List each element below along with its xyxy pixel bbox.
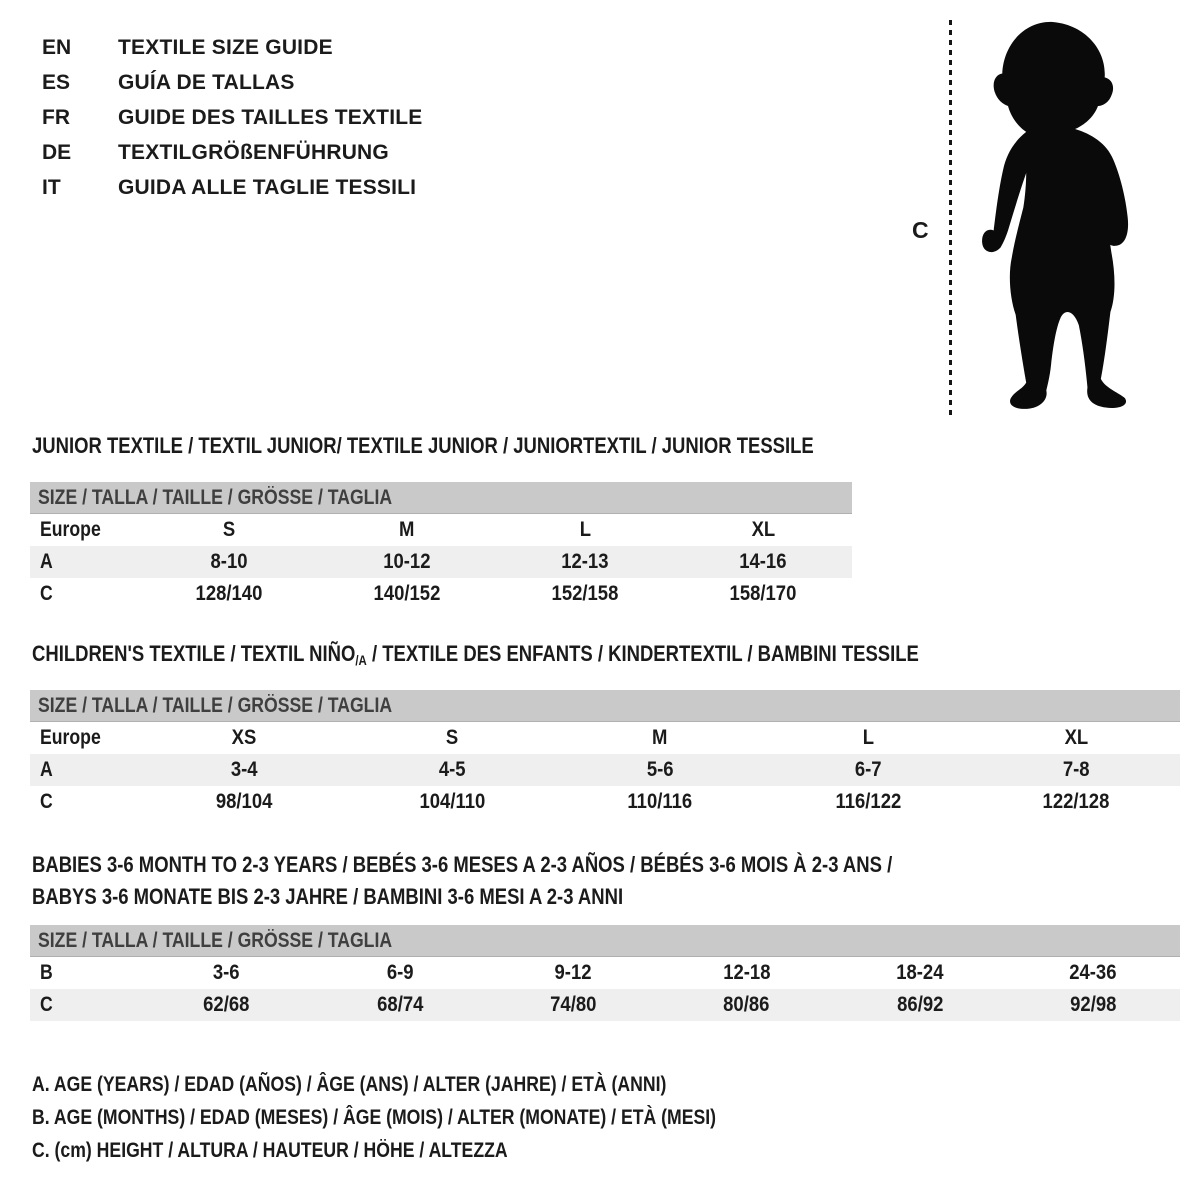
junior-col-s: S [222, 518, 236, 541]
junior-row-c-label: C [40, 582, 53, 605]
height-measure-label: C [912, 217, 929, 243]
children-size-header-label: SIZE / TALLA / TAILLE / GRÖSSE / TAGLIA [38, 693, 393, 717]
height-measure-dashed-line [949, 20, 952, 416]
children-row-a-value: 6-7 [854, 758, 882, 781]
children-row-c-label: C [40, 790, 53, 813]
babies-row-c-value: 80/86 [723, 993, 770, 1016]
language-code-de: DE [42, 140, 72, 164]
babies-row-b-value: 18-24 [896, 961, 944, 984]
language-code-es: ES [42, 70, 71, 94]
children-col-s: S [445, 726, 459, 749]
children-row-a-value: 3-4 [230, 758, 258, 781]
language-row-it [42, 170, 422, 205]
nino-a-subscript: /A [355, 652, 367, 668]
children-col-xl: XL [1064, 726, 1088, 749]
junior-size-header-label: SIZE / TALLA / TAILLE / GRÖSSE / TAGLIA [38, 485, 393, 509]
junior-row-c-value: 140/152 [373, 582, 441, 605]
guide-title-es: GUÍA DE TALLAS [118, 70, 295, 94]
junior-row-a-label: A [40, 550, 53, 573]
children-row-c [30, 786, 1180, 818]
junior-size-header-bar [30, 482, 852, 514]
guide-title-en: TEXTILE SIZE GUIDE [118, 35, 333, 59]
children-row-a [30, 754, 1180, 786]
babies-row-b-label: B [40, 961, 53, 984]
section-title-babies [32, 849, 1056, 913]
section-title-babies-line1: BABIES 3-6 MONTH TO 2-3 YEARS / BEBÉS 3-6 MESES A 2-3 AÑOS / BÉBÉS 3-6 MOIS À 2-3 ANS / [32, 852, 893, 877]
junior-size-table [30, 482, 852, 610]
children-row-a-value: 7-8 [1062, 758, 1090, 781]
babies-row-b-value: 12-18 [723, 961, 771, 984]
junior-row-a-value: 12-13 [561, 550, 609, 573]
children-col-xs: XS [231, 726, 257, 749]
section-title-junior-text: JUNIOR TEXTILE / TEXTIL JUNIOR/ TEXTILE JUNIOR / JUNIORTEXTIL / JUNIOR TESSILE [32, 433, 814, 458]
children-row-a-value: 5-6 [646, 758, 674, 781]
language-code-en: EN [42, 35, 72, 59]
language-row-en [42, 30, 422, 65]
section-title-children [32, 640, 1088, 675]
babies-row-c-value: 62/68 [203, 993, 250, 1016]
babies-row-b-value: 9-12 [554, 961, 592, 984]
babies-row-b-value: 6-9 [386, 961, 414, 984]
section-title-babies-line2: BABYS 3-6 MONATE BIS 2-3 JAHRE / BAMBINI 3-6 MESI A 2-3 ANNI [32, 884, 624, 909]
junior-row-c-value: 152/158 [551, 582, 619, 605]
babies-row-c-value: 68/74 [376, 993, 424, 1016]
children-size-header-bar [30, 690, 1180, 722]
junior-row-a-value: 14-16 [739, 550, 787, 573]
junior-col-m: M [399, 518, 415, 541]
junior-header-row [30, 514, 852, 546]
babies-size-table [30, 925, 1180, 1021]
children-col-m: M [652, 726, 668, 749]
babies-size-header-label: SIZE / TALLA / TAILLE / GRÖSSE / TAGLIA [38, 928, 393, 952]
language-row-es [42, 65, 422, 100]
guide-title-it: GUIDA ALLE TAGLIE TESSILI [118, 175, 417, 199]
language-code-fr: FR [42, 105, 70, 129]
children-region-label: Europe [40, 726, 101, 749]
language-block [42, 30, 422, 205]
guide-title-fr: GUIDE DES TAILLES TEXTILE [118, 105, 423, 129]
junior-row-c-value: 158/170 [729, 582, 797, 605]
children-row-c-value: 122/128 [1042, 790, 1110, 813]
junior-row-a-value: 10-12 [383, 550, 431, 573]
junior-col-xl: XL [751, 518, 775, 541]
babies-row-c-value: 74/80 [550, 993, 597, 1016]
babies-row-b-value: 3-6 [213, 961, 241, 984]
children-row-c-value: 98/104 [215, 790, 273, 813]
toddler-silhouette-icon [962, 18, 1144, 420]
footnote-c: C. (cm) HEIGHT / ALTURA / HAUTEUR / HÖHE / ALTEZZA [32, 1139, 508, 1162]
babies-row-b-value: 24-36 [1069, 961, 1117, 984]
children-row-a-label: A [40, 758, 53, 781]
section-title-junior [32, 432, 963, 460]
junior-row-a-value: 8-10 [210, 550, 248, 573]
babies-row-b [30, 957, 1180, 989]
section-title-children-text: CHILDREN'S TEXTILE / TEXTIL $NIÑO_{/A}$ / TEXTILE DES ENFANTS / KINDERTEXTIL / BAMBINI TESSILE [32, 641, 919, 668]
junior-region-label: Europe [40, 518, 101, 541]
footnote-a: A. AGE (YEARS) / EDAD (AÑOS) / ÂGE (ANS) / ALTER (JAHRE) / ETÀ (ANNI) [32, 1073, 667, 1096]
language-row-fr [42, 100, 422, 135]
language-code-it: IT [42, 175, 61, 199]
babies-row-c [30, 989, 1180, 1021]
language-row-de [42, 135, 422, 170]
babies-row-c-label: C [40, 993, 53, 1016]
children-row-c-value: 110/116 [627, 790, 693, 813]
children-col-l: L [862, 726, 874, 749]
babies-row-c-value: 86/92 [896, 993, 944, 1016]
footnotes [32, 1068, 846, 1167]
guide-title-de: TEXTILGRÖßENFÜHRUNG [118, 140, 389, 164]
junior-row-c [30, 578, 852, 610]
children-size-table [30, 690, 1180, 818]
junior-row-c-value: 128/140 [195, 582, 263, 605]
children-header-row [30, 722, 1180, 754]
babies-size-header-bar [30, 925, 1180, 957]
children-row-a-value: 4-5 [438, 758, 466, 781]
children-row-c-value: 116/122 [835, 790, 901, 813]
footnote-b: B. AGE (MONTHS) / EDAD (MESES) / ÂGE (MOIS) / ALTER (MONATE) / ETÀ (MESI) [32, 1106, 717, 1129]
children-row-c-value: 104/110 [419, 790, 485, 813]
junior-col-l: L [579, 518, 591, 541]
junior-row-a [30, 546, 852, 578]
babies-row-c-value: 92/98 [1070, 993, 1117, 1016]
